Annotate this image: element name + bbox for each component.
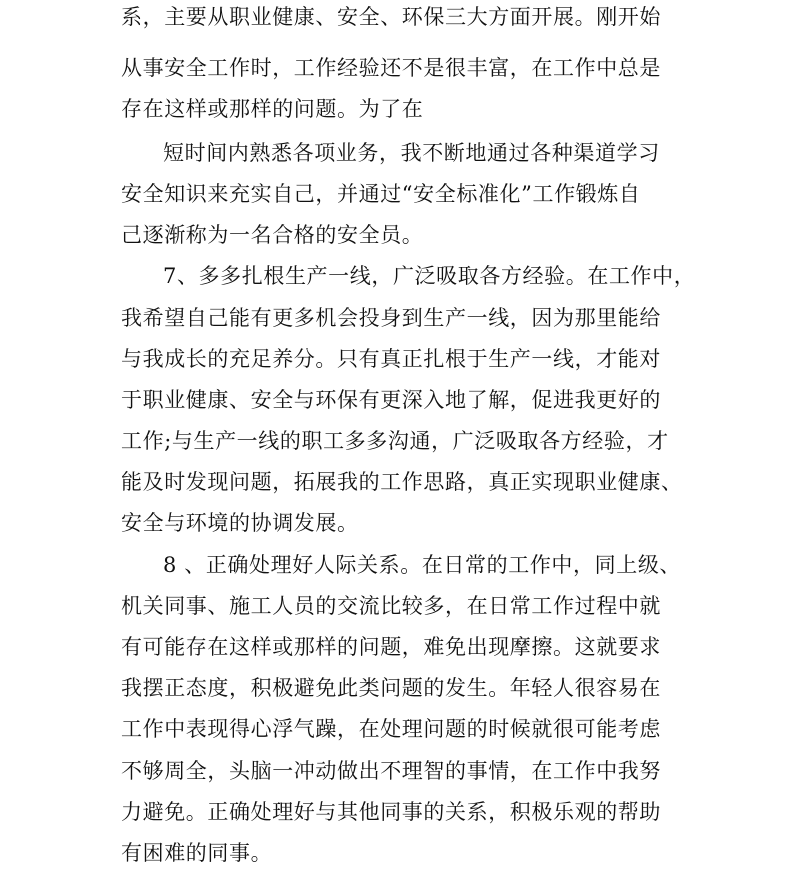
- text-line: 力避免。正确处理好与其他同事的关系，积极乐观的帮助: [121, 800, 661, 824]
- text-line: 存在这样或那样的问题。为了在: [121, 97, 424, 121]
- text-line: 不够周全，头脑一冲动做出不理智的事情，在工作中我努: [121, 759, 661, 783]
- text-line: 安全知识来充实自己，并通过“安全标准化”工作锻炼自: [121, 182, 641, 206]
- text-line: 有困难的同事。: [121, 841, 273, 865]
- text-line: 机关同事、施工人员的交流比较多，在日常工作过程中就: [121, 594, 661, 618]
- text-line: 系，主要从职业健康、安全、环保三大方面开展。刚开始: [121, 5, 661, 29]
- text-line: 工作;与生产一线的职工多多沟通，广泛吸取各方经验，才: [121, 429, 669, 453]
- text-line: 于职业健康、安全与环保有更深入地了解，促进我更好的: [121, 388, 661, 412]
- text-line: 有可能存在这样或那样的问题，难免出现摩擦。这就要求: [121, 635, 661, 659]
- text-line: 我希望自己能有更多机会投身到生产一线，因为那里能给: [121, 306, 661, 330]
- text-line: 与我成长的充足养分。只有真正扎根于生产一线，才能对: [121, 347, 661, 371]
- text-line: 己逐渐称为一名合格的安全员。: [121, 223, 424, 247]
- text-line: 8 、正确处理好人际关系。在日常的工作中，同上级、: [163, 553, 682, 577]
- text-line: 安全与环境的协调发展。: [121, 511, 359, 535]
- text-line: 我摆正态度，积极避免此类问题的发生。年轻人很容易在: [121, 676, 661, 700]
- text-line: 从事安全工作时，工作经验还不是很丰富，在工作中总是: [121, 56, 661, 80]
- text-line: 能及时发现问题，拓展我的工作思路，真正实现职业健康、: [121, 470, 683, 494]
- text-line: 工作中表现得心浮气躁，在处理问题的时候就很可能考虑: [121, 717, 661, 741]
- text-line: 短时间内熟悉各项业务，我不断地通过各种渠道学习: [163, 141, 660, 165]
- text-line: 7、多多扎根生产一线，广泛吸取各方经验。在工作中，: [163, 264, 696, 288]
